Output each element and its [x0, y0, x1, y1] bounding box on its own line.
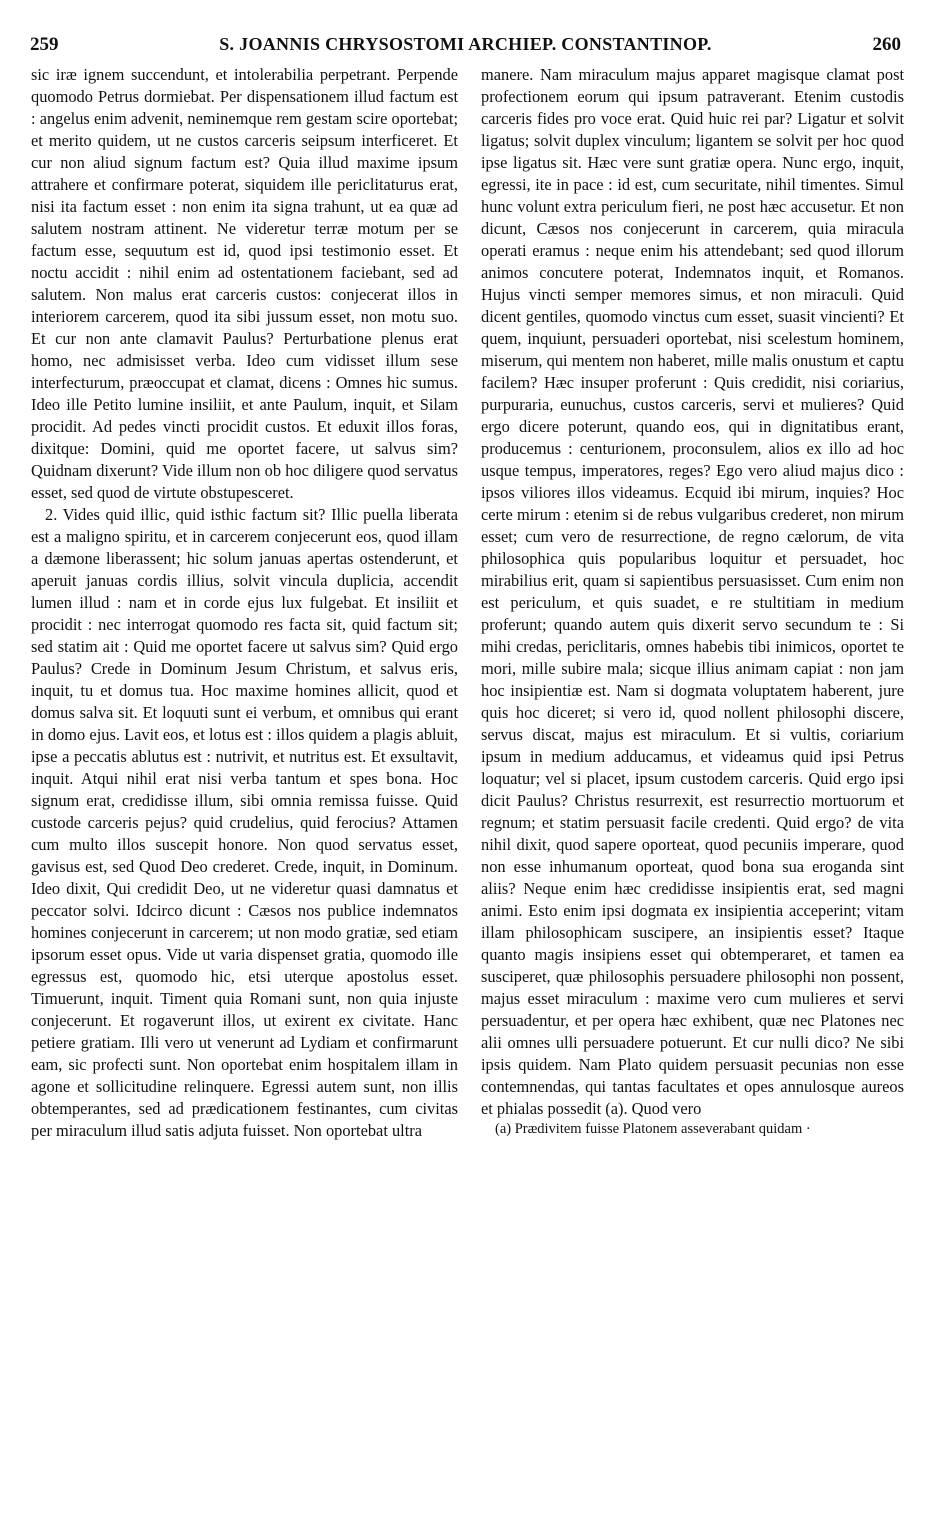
right-column	[481, 64, 904, 1524]
page-number-left: 259	[30, 34, 59, 55]
page-number-right: 260	[872, 34, 901, 55]
running-title: S. JOANNIS CHRYSOSTOMI ARCHIEP. CONSTANTINOP.	[219, 34, 712, 54]
paragraph: manere. Nam miraculum majus apparet magisque clamat post profectionem eorum qui ipsum patraverant. Etenim custodis carceris fides pro voce erat. Quid huic rei par? Ligatur et solvit ligatus; solvit duplex vinculum; ligantem se solvit per hoc quod ipse ligatus sit. Hæc vere sunt gratiæ opera. Nunc ergo, inquit, egressi, ite in pace : id est, cum securitate, nihil timentes. Simul hunc volunt extra periculum fieri, ne post hæc accusetur. Et non dicunt, Cæsos nos conjecerunt in carcerem, quia miracula operati eramus : neque enim his attendebant; sed quod illorum animos concutere poterat, Indemnatos inquit, et Romanos. Hujus vincti semper memores simus, et non miraculi. Quid dicent gentiles, quomodo vinctus cum esset, suasit vincienti? Et quem, inquiunt, persuaderi oportebat, nisi scelestum hominem, miserum, qui mentem non haberet, mille malis onustum et captu facilem? Hæc insuper proferunt : Quis credidit, nisi coriarius, purpuraria, eunuchus, custos carceris, servi et mulieres? Quid ergo dicere poterunt, quando eos, qui in dignitatibus erant, producemus : centurionem, proconsulem, alios ex illo ad hoc usque tempus, imperatores, reges? Ego vero aliud majus dico : ipsos viliores illos videamus. Ecquid ibi mirum, inquies? Hoc certe mirum : etenim si de rebus vulgaribus crederet, non mirum esset; cum vero de resurrectione, de regno cælorum, de vita philosophica quis popularibus loquitur et persuadet, hoc mirabilius erit, quam si sapientibus persuasisset. Cum enim non est periculum, et quis suadet, e re stultitiam in medium proferunt; quando autem quis dixerit servo secundum te : Si mihi credas, periclitaris, omnes habebis tibi inimicos, oportet te mori, mille subire mala; sicque illius animam capiat : non jam hoc insipientiæ est. Nam si dogmata voluptatem haberent, jure quis hoc diceret; si vero id, quod nollent philosophi discere, servus discat, majus est miraculum. Et si vultis, coriarium ipsum in medium adducamus, et videamus quid ipsi Petrus loquatur; vel si placet, ipsum custodem carceris. Quid ergo ipsi dicit Paulus? Christus resurrexit, est resurrectio mortuorum et regnum; et statim persuasit facile credenti. Quid ergo? de vita nihil dixit, quod sapere oporteat, quod pecuniis imperare, quod non esse inhumanum oporteat, quod bona sua eroganda sint aliis? Neque enim hæc credidisse insipientis erat, sed magni animi. Esto enim ipsi dogmata ex insipientia acceperint; vitam illam philosophicam suscipere, an insipientis esset? Itaque quanto magis insipiens esset qui obtemperaret, et tamen ea susciperet, quæ philosophis persuadere philosophi non possent, majus esset miraculum : maxime vero cum mulieres et servi persuadentur, et per opera hæc exhibent, quæ nec Platones nec alii omnes ulli persuadere potuerunt. Et cur nulli dico? Ne sibi ipsis quidem. Nam Plato quidem persuasit pecunias non esse contemnendas, qui tantas facultates et opes annulosque aureos et phialas possedit (a). Quod vero	[481, 65, 904, 1118]
paragraph: 2. Vides quid illic, quid isthic factum sit? Illic puella liberata est a maligno spiritu, et in carcerem conjecerunt eos, quod illam a dæmone liberassent; hic solum januas apertas ostenderunt, et aperuit januas cordis illius, solvit vincula duplicia, accendit lumen illud : nam et in corde ejus lux fulgebat. Et insiliit et procidit : nec interrogat quomodo res facta sit, quid factum sit; sed statim ait : Quid me oportet facere ut salvus sim? Quid ergo Paulus? Crede in Dominum Jesum Christum, et salvus eris, inquit, tu et domus tua. Hoc maxime homines allicit, quod et domus salva sit. Et loquuti sunt ei verbum, et omnibus qui erant in domo ejus. Lavit eos, et lotus est : illos quidem a plagis abluit, ipse a peccatis ablutus est : nutrivit, et nutritus est. Et exsultavit, inquit. Atqui nihil erat nisi verba tantum et spes bona. Hoc signum erat, credidisse illum, sibi omnia remissa fuisse. Quid custode carceris pejus? quid crudelius, quid ferocius? Attamen cum multo illos suscepit honore. Non quod servatus esset, gavisus est, sed Quod Deo crederet. Crede, inquit, in Dominum. Ideo dixit, Qui credidit Deo, ut ne videretur quasi damnatus et peccator solvi. Idcirco dicunt : Cæsos nos publice indemnatos homines conjecerunt in carcerem; ut non modo gratiæ, sed etiam ipsorum esset opus. Vide ut varia dispenset gratia, quomodo ille egressus est, quomodo hic, etsi uterque apostolus esset. Timuerunt, inquit. Timent quia Romani sunt, non quia injuste conjecerunt. Et rogaverunt illos, ut exirent ex civitate. Hanc petiere gratiam. Illi vero ut venerunt ad Lydiam et confirmarunt eam, sic profecti sunt. Non oportebat enim hospitalem illam in agone et sollicitudine relinquere. Egressi autem sunt, non illis obtemperantes, sed ad prædicationem festinantes, cum civitas per miraculum illud satis adjuta fuisset. Non oportebat ultra	[31, 505, 458, 1140]
left-column	[31, 64, 458, 1524]
footnote: (a) Prædivitem fuisse Platonem asseverabant quidam ·	[495, 1121, 811, 1137]
page-header	[30, 34, 901, 58]
paragraph: sic iræ ignem succendunt, et intolerabilia perpetrant. Perpende quomodo Petrus dormiebat. Per dispensationem illud factum est : angelus enim advenit, neminemque rem gestam scire oportebat; et merito quidem, ut ne custos carceris seipsum interficeret. Et cur non aliud signum factum est? Quia illud maxime ipsum attrahere et confirmare poterat, siquidem ille periclitaturus erat, nisi ita factum esset : non enim ita signa trahunt, ut ea quæ ad salutem nostram attinent. Ne videretur terræ motum per se factum esse, sequutum est id, quod ipsi testimonio esset. Et noctu accidit : nihil enim ad ostentationem faciebant, sed ad salutem. Non malus erat carceris custos: conjecerat illos in interiorem carcerem, quod ita sibi jussum esset, non motu suo. Et cur non ante clamavit Paulus? Perturbatione plenus erat homo, nec admisisset verba. Ideo cum vidisset illum sese interfecturum, præoccupat et clamat, dicens : Omnes hic sumus. Ideo ille Petito lumine insiliit, et ante Paulum, inquit, et Silam procidit. Ad pedes vincti procidit custos. Et eduxit illos foras, dixitque: Domini, quid me oportet facere, ut salvus sim? Quidnam dixerunt? Vide illum non ob hoc diligere quod servatus esset, sed quod de virtute obstupesceret.	[31, 65, 458, 502]
